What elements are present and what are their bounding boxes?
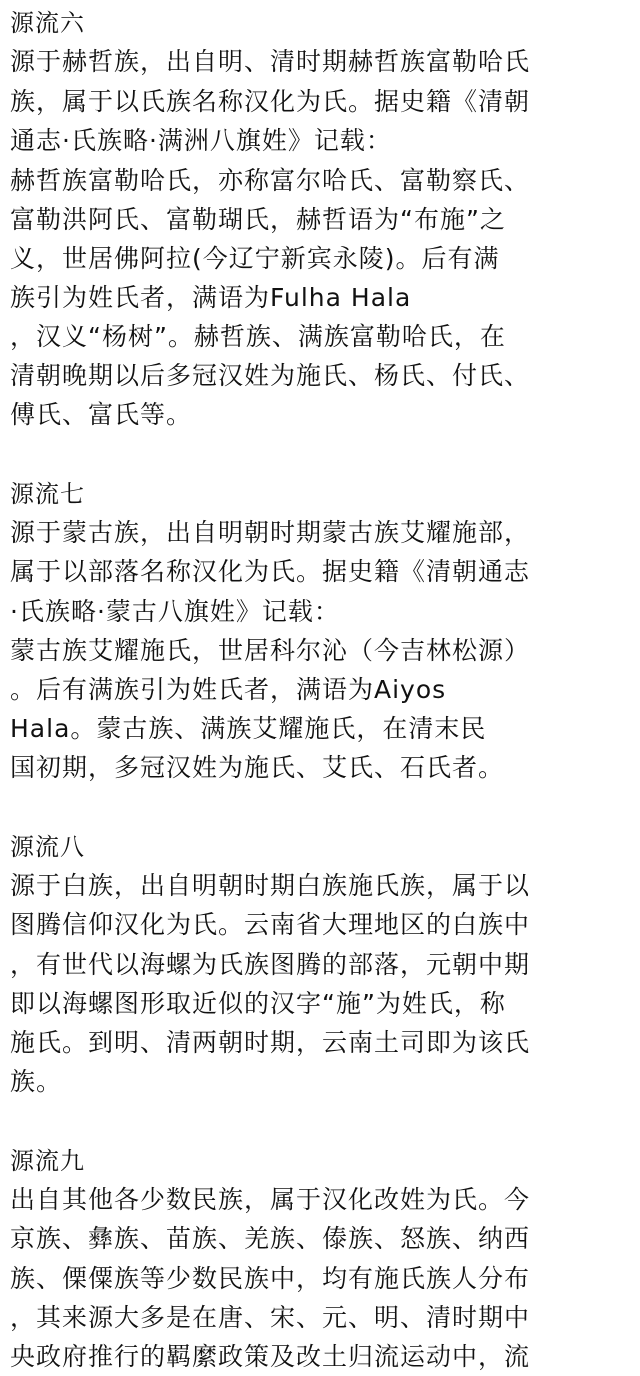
text-line: 属于以部落名称汉化为氏。据史籍《清朝通志 xyxy=(10,557,531,586)
text-line: 源于赫哲族，出自明、清时期赫哲族富勒哈氏 xyxy=(10,47,531,76)
text-line: 蒙古族艾耀施氏，世居科尔沁（今吉林松源） xyxy=(10,636,531,665)
text-line: ，汉义“杨树”。赫哲族、满族富勒哈氏，在 xyxy=(10,322,506,351)
text-line: 图腾信仰汉化为氏。云南省大理地区的白族中 xyxy=(10,910,531,939)
section-heading: 源流八 xyxy=(10,833,85,861)
section-heading: 源流七 xyxy=(10,480,85,508)
section-heading: 源流九 xyxy=(10,1147,85,1175)
text-line: 赫哲族富勒哈氏，亦称富尔哈氏、富勒察氏、 xyxy=(10,166,531,195)
text-line: 出自其他各少数民族，属于汉化改姓为氏。今 xyxy=(10,1185,531,1214)
text-line: 傅氏、富氏等。 xyxy=(10,400,193,429)
text-line: 富勒洪阿氏、富勒瑚氏，赫哲语为“布施”之 xyxy=(10,205,506,234)
text-line: 源于蒙古族，出自明朝时期蒙古族艾耀施部， xyxy=(10,518,531,547)
text-line: 央政府推行的羁縻政策及改土归流运动中，流 xyxy=(10,1342,531,1371)
section-heading: 源流六 xyxy=(10,9,85,37)
text-line: Hala。蒙古族、满族艾耀施氏，在清末民 xyxy=(10,714,487,743)
text-line: 通志·氏族略·满洲八旗姓》记载： xyxy=(10,126,392,155)
text-line: ，有世代以海螺为氏族图腾的部落，元朝中期 xyxy=(10,950,531,979)
text-line: 族，属于以氏族名称汉化为氏。据史籍《清朝 xyxy=(10,87,531,116)
text-line: 。后有满族引为姓氏者，满语为Aiyos xyxy=(10,675,447,704)
text-line: 族。 xyxy=(10,1067,63,1096)
text-line: 义，世居佛阿拉(今辽宁新宾永陵)。后有满 xyxy=(10,244,500,273)
text-line: ·氏族略·蒙古八旗姓》记载： xyxy=(10,597,340,626)
text-line: 源于白族，出自明朝时期白族施氏族，属于以 xyxy=(10,871,531,900)
text-line: 京族、彝族、苗族、羌族、傣族、怒族、纳西 xyxy=(10,1224,531,1253)
text-line: 清朝晚期以后多冠汉姓为施氏、杨氏、付氏、 xyxy=(10,361,531,390)
text-line: 族、傈僳族等少数民族中，均有施氏族人分布 xyxy=(10,1264,531,1293)
text-line: ，其来源大多是在唐、宋、元、明、清时期中 xyxy=(10,1303,531,1332)
text-line: 即以海螺图形取近似的汉字“施”为姓氏，称 xyxy=(10,989,506,1018)
text-line: 国初期，多冠汉姓为施氏、艾氏、石氏者。 xyxy=(10,753,505,782)
text-line: 施氏。到明、清两朝时期，云南土司即为该氏 xyxy=(10,1028,531,1057)
text-line: 族引为姓氏者，满语为Fulha Hala xyxy=(10,283,412,312)
